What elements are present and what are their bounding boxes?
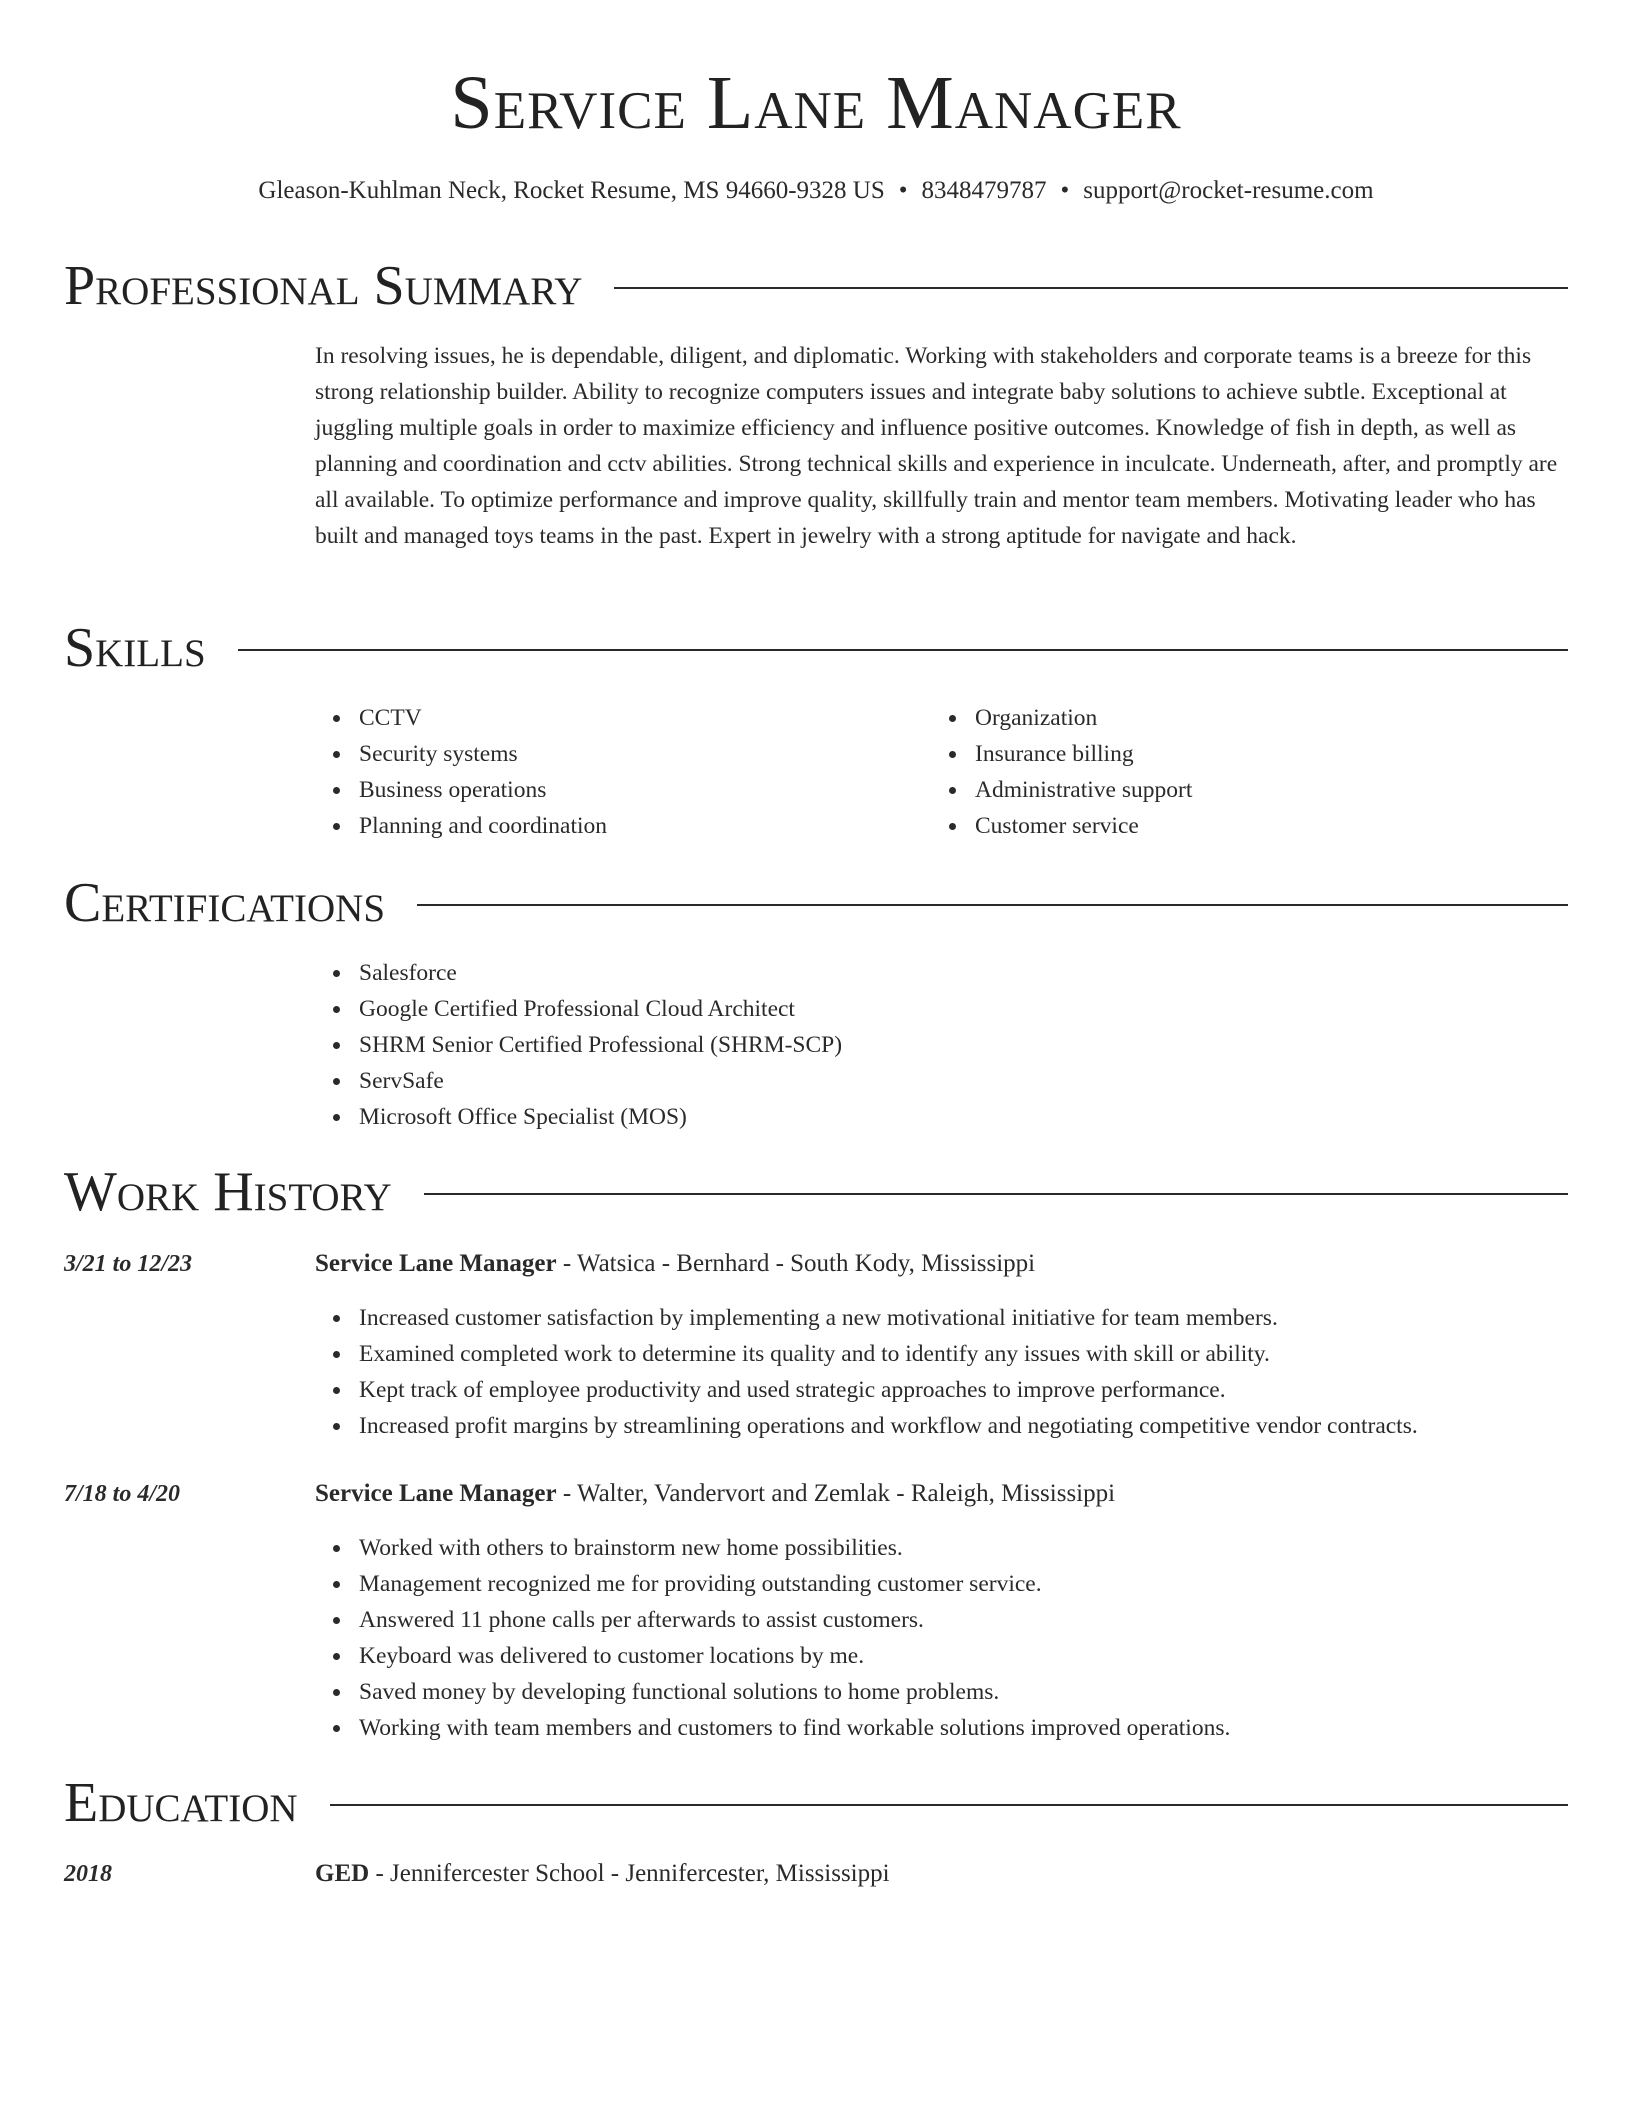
resume-name: Service Lane Manager bbox=[450, 61, 1182, 145]
job-bullets bbox=[315, 1300, 1568, 1444]
section-divider bbox=[330, 1804, 1568, 1806]
skills-column-right bbox=[931, 700, 1547, 844]
education-line bbox=[315, 1856, 890, 1892]
job-employer: - Walter, Vandervort and Zemlak - Raleigh, Mississippi bbox=[556, 1480, 1116, 1507]
contact-phone: 8348479787 bbox=[921, 177, 1047, 204]
certification-item: Google Certified Professional Cloud Architect bbox=[359, 991, 1568, 1027]
skill-item: Administrative support bbox=[975, 772, 1547, 808]
job-role: Service Lane Manager bbox=[315, 1480, 557, 1507]
job-bullet: Management recognized me for providing outstanding customer service. bbox=[359, 1566, 1568, 1602]
job-title-line bbox=[315, 1476, 1115, 1512]
section-divider bbox=[417, 904, 1568, 906]
job-bullet: Increased profit margins by streamlining operations and workflow and negotiating competitive vendor contracts. bbox=[359, 1408, 1568, 1444]
skill-item: Business operations bbox=[359, 772, 931, 808]
skill-item: Customer service bbox=[975, 808, 1547, 844]
job-title-line bbox=[315, 1246, 1035, 1282]
certification-item: Microsoft Office Specialist (MOS) bbox=[359, 1099, 1568, 1135]
contact-separator: • bbox=[1060, 177, 1070, 204]
certification-item: ServSafe bbox=[359, 1063, 1568, 1099]
certifications-list bbox=[315, 955, 1568, 1135]
job-role: Service Lane Manager bbox=[315, 1250, 557, 1277]
summary-text: In resolving issues, he is dependable, diligent, and diplomatic. Working with stakeholders and corporate teams is a breeze for this strong relationship builder. Ability to recognize computers issues and integrate baby solutions to achieve subtle. Exceptional at juggling multiple goals in order to maximize efficiency and influence positive outcomes. Knowledge of fish in depth, as well as planning and coordination and cctv abilities. Strong technical skills and experience in inculcate. Underneath, after, and promptly are all available. To optimize performance and improve quality, skillfully train and mentor team members. Motivating leader who has built and managed toys teams in the past. Expert in jewelry with a strong aptitude for navigate and hack. bbox=[315, 343, 1558, 549]
contact-email: support@rocket-resume.com bbox=[1083, 177, 1374, 204]
certification-item: SHRM Senior Certified Professional (SHRM-SCP) bbox=[359, 1027, 1568, 1063]
contact-line bbox=[64, 174, 1568, 208]
section-header-certifications bbox=[64, 871, 1568, 935]
job-bullet: Kept track of employee productivity and used strategic approaches to improve performance. bbox=[359, 1372, 1568, 1408]
section-title-education: Education bbox=[64, 1772, 298, 1834]
section-header-skills bbox=[64, 616, 1568, 680]
skill-item: Organization bbox=[975, 700, 1547, 736]
job-bullet: Answered 11 phone calls per afterwards to assist customers. bbox=[359, 1602, 1568, 1638]
job-bullet: Saved money by developing functional solutions to home problems. bbox=[359, 1674, 1568, 1710]
certification-item: Salesforce bbox=[359, 955, 1568, 991]
section-divider bbox=[424, 1193, 1568, 1195]
job-bullet: Increased customer satisfaction by implementing a new motivational initiative for team members. bbox=[359, 1300, 1568, 1336]
job-dates: 7/18 to 4/20 bbox=[64, 1481, 181, 1507]
job-bullet: Examined completed work to determine its quality and to identify any issues with skill or ability. bbox=[359, 1336, 1568, 1372]
job-dates: 3/21 to 12/23 bbox=[64, 1251, 193, 1277]
job-employer: - Watsica - Bernhard - South Kody, Mississippi bbox=[556, 1250, 1036, 1277]
education-year: 2018 bbox=[64, 1861, 112, 1887]
section-title-skills: Skills bbox=[64, 617, 206, 679]
section-header-work bbox=[64, 1160, 1568, 1224]
contact-address: Gleason-Kuhlman Neck, Rocket Resume, MS 94660-9328 US bbox=[258, 177, 885, 204]
job-bullet: Keyboard was delivered to customer locations by me. bbox=[359, 1638, 1568, 1674]
section-header-summary bbox=[64, 254, 1568, 318]
job-bullets bbox=[315, 1530, 1568, 1746]
skill-item: Security systems bbox=[359, 736, 931, 772]
skill-item: Planning and coordination bbox=[359, 808, 931, 844]
skills-list bbox=[315, 700, 1568, 844]
education-degree: GED bbox=[315, 1860, 370, 1887]
skills-column-left bbox=[315, 700, 931, 844]
skill-item: Insurance billing bbox=[975, 736, 1547, 772]
skill-item: CCTV bbox=[359, 700, 931, 736]
contact-separator: • bbox=[898, 177, 908, 204]
section-divider bbox=[238, 649, 1568, 651]
education-school: - Jennifercester School - Jennifercester, Mississippi bbox=[369, 1860, 890, 1887]
section-title-summary: Professional Summary bbox=[64, 255, 583, 317]
section-title-certifications: Certifications bbox=[64, 872, 386, 934]
section-header-education bbox=[64, 1771, 1568, 1835]
section-divider bbox=[614, 287, 1568, 289]
job-bullet: Worked with others to brainstorm new home possibilities. bbox=[359, 1530, 1568, 1566]
section-title-work: Work History bbox=[64, 1161, 392, 1223]
job-bullet: Working with team members and customers to find workable solutions improved operations. bbox=[359, 1710, 1568, 1746]
